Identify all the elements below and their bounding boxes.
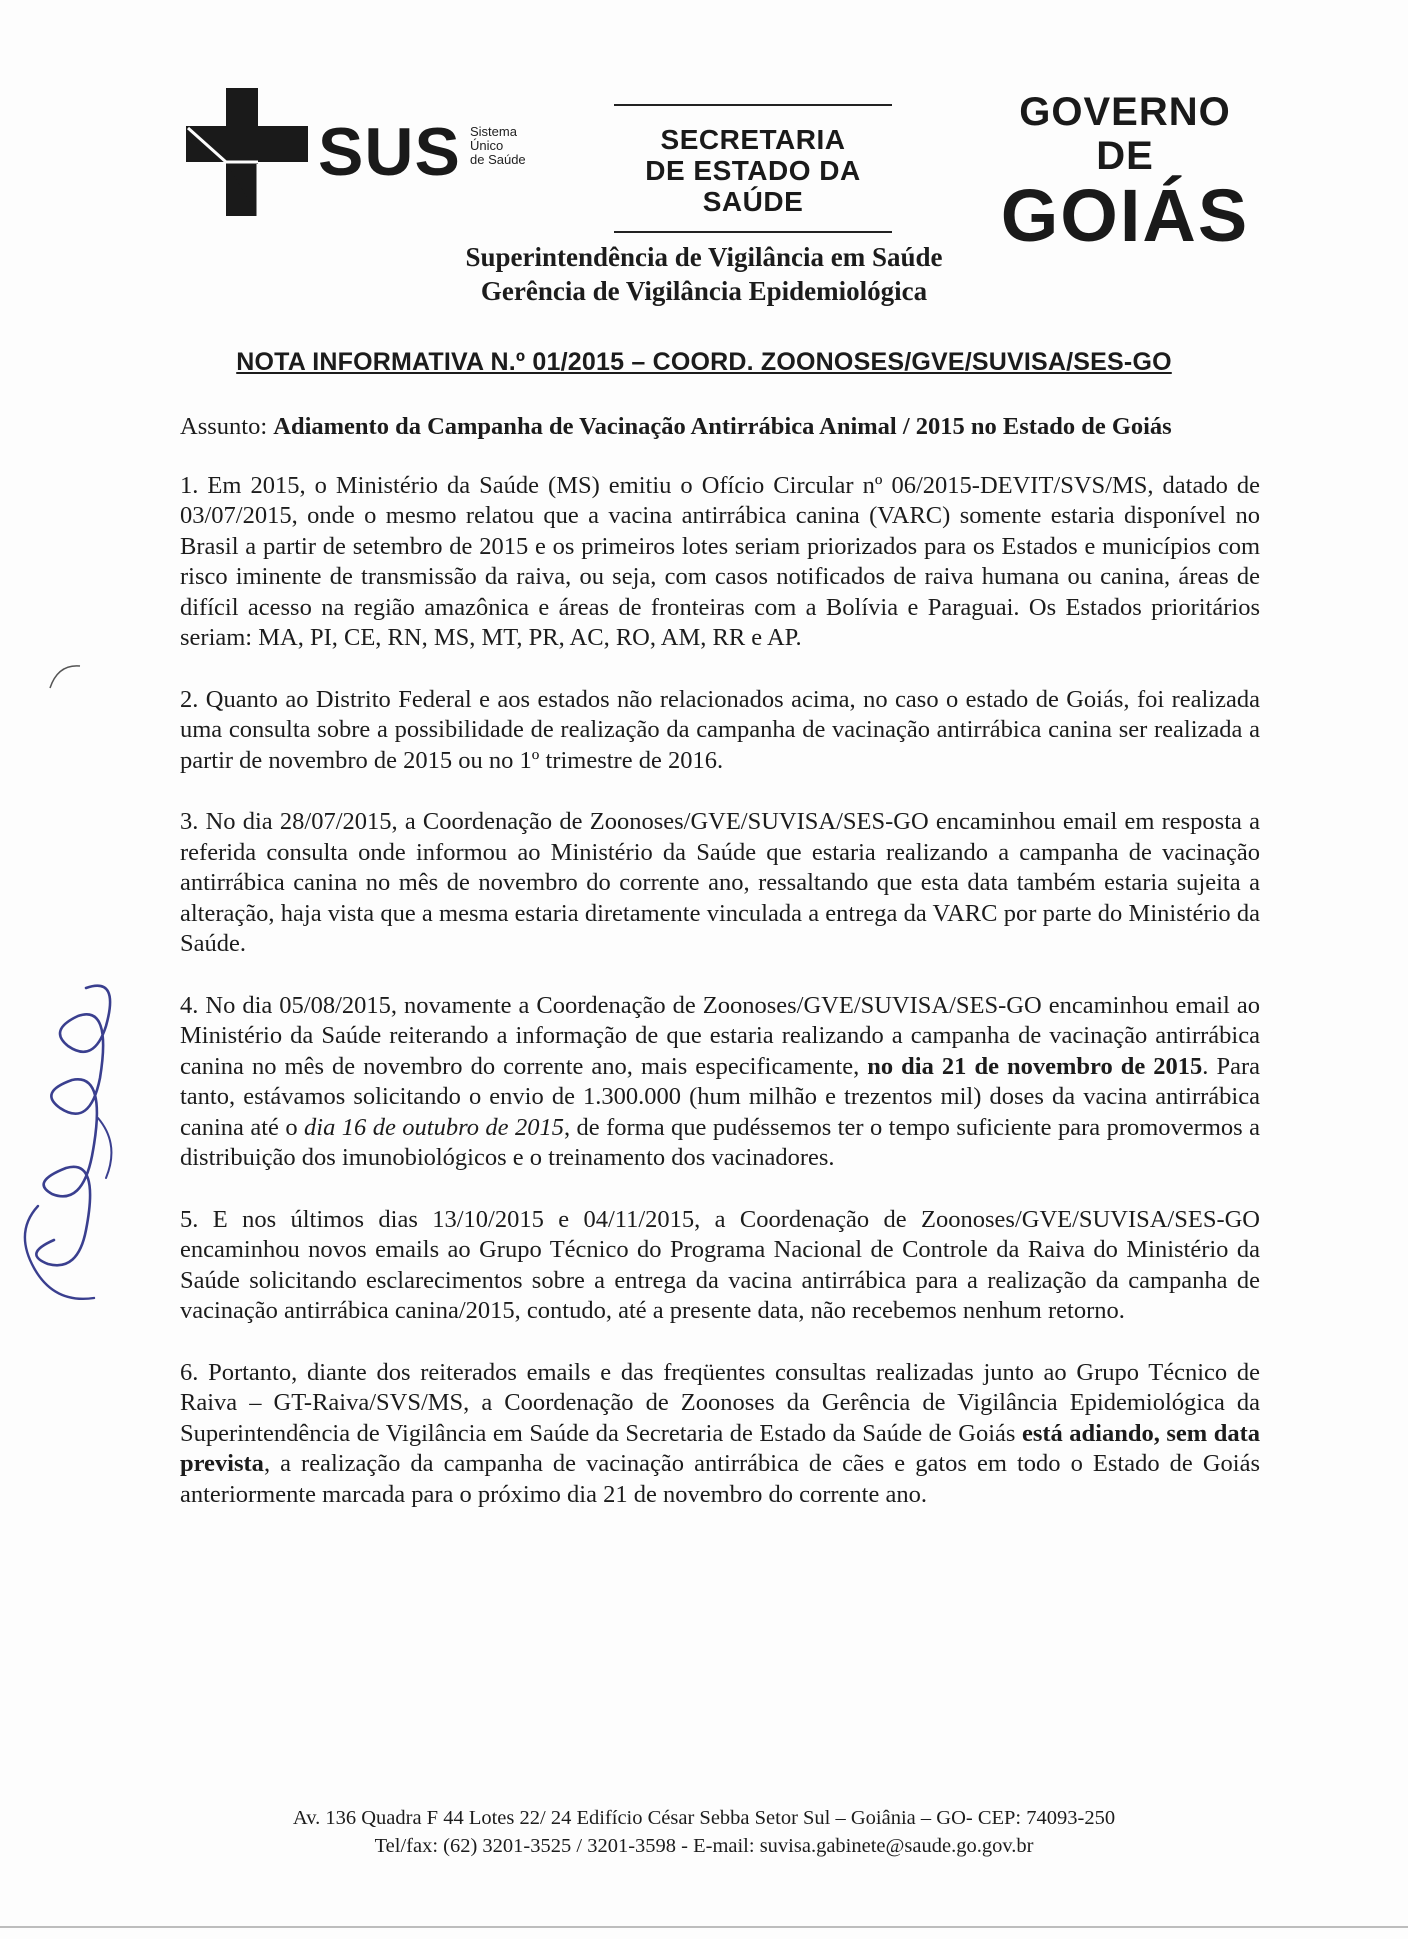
paragraph-4 bbox=[180, 991, 1260, 1174]
paragraph-4-italic: dia 16 de outubro de 2015 bbox=[304, 1113, 564, 1141]
paragraph-3: 3. No dia 28/07/2015, a Coordenação de Zoonoses/GVE/SUVISA/SES-GO encaminhou email em resposta a referida consulta onde informou ao Ministério da Saúde que estaria realizando a campanha de vacinação antirrábica canina no mês de novembro do corrente ano, ressaltando que esta data também estaria sujeita a alteração, haja vista que a mesma estaria diretamente vinculada a entrega da VARC por parte do Ministério da Saúde. bbox=[180, 808, 1260, 957]
paragraph-1: 1. Em 2015, o Ministério da Saúde (MS) emitiu o Ofício Circular nº 06/2015-DEVIT/SVS/MS, datado de 03/07/2015, onde o mesmo relatou que a vacina antirrábica canina (VARC) somente estaria disponível no Brasil a partir de setembro de 2015 e os primeiros lotes seriam priorizados para os Estados e municípios com risco iminente de transmissão da raiva, ou seja, com casos notificados de raiva humana ou canina, áreas de difícil acesso na região amazônica e áreas de fronteiras com a Bolívia e Paraguai. Os Estados prioritários seriam: MA, PI, CE, RN, MS, MT, PR, AC, RO, AM, RR e AP. bbox=[180, 471, 1260, 651]
assunto bbox=[180, 412, 1260, 443]
nota-title: NOTA INFORMATIVA N.º 01/2015 – COORD. ZOONOSES/GVE/SUVISA/SES-GO bbox=[236, 348, 1172, 376]
secretaria-line-1: SECRETARIA bbox=[660, 124, 846, 155]
governo-line-2: GOIÁS bbox=[1000, 174, 1250, 257]
assunto-label: Assunto: bbox=[180, 413, 274, 440]
punch-mark-icon bbox=[46, 660, 86, 690]
page-bottom-rule bbox=[0, 1926, 1408, 1928]
governo-goias-logo bbox=[990, 90, 1260, 257]
sus-subtitle-line: Único bbox=[470, 138, 504, 153]
paragraph-6-text: 6. Portanto, diante dos reiterados emails e das freqüentes consultas realizadas junto ao Grupo Técnico de Raiva – GT-Raiva/SVS/MS, a Coordenação de Zoonoses da Gerência de Vigilância Epidemiológica da Superintendência de Vigilância em Saúde da Secretaria de Estado da Saúde de Goiás bbox=[180, 1358, 1260, 1447]
assunto-text: Adiamento da Campanha de Vacinação Antirrábica Animal / 2015 no Estado de Goiás bbox=[273, 413, 1172, 440]
footer-address bbox=[0, 1804, 1408, 1860]
secretaria-bottom-rule bbox=[614, 231, 892, 233]
secretaria-logo bbox=[602, 104, 904, 233]
department-heading bbox=[0, 240, 1408, 308]
governo-line-1: GOVERNO DE bbox=[1019, 90, 1231, 178]
paragraph-2: 2. Quanto ao Distrito Federal e aos estados não relacionados acima, no caso o estado de Goiás, foi realizada uma consulta sobre a possibilidade de realização da campanha de vacinação antirrábica canina ser realizada a partir de novembro de 2015 ou no 1º trimestre de 2016. bbox=[180, 685, 1260, 774]
paragraph-6 bbox=[180, 1358, 1260, 1511]
sus-subtitle bbox=[470, 125, 526, 167]
sus-subtitle-line: Sistema bbox=[470, 124, 517, 139]
paragraph-4-text: , de forma que pudéssemos ter o tempo suficiente para promovermos a distribuição dos imunobiológicos e o treinamento dos vacinadores. bbox=[180, 1113, 1260, 1171]
handwritten-signature-icon bbox=[8, 968, 138, 1328]
footer-address-line: Av. 136 Quadra F 44 Lotes 22/ 24 Edifício César Sebba Setor Sul – Goiânia – GO- CEP: 74093-250 bbox=[292, 1807, 1116, 1829]
sus-wordmark: SUS bbox=[318, 114, 461, 190]
paragraph-4-text: . Para tanto, estávamos solicitando o envio de 1.300.000 (hum milhão e trezentos mil) doses da vacina antirrábica canina até o bbox=[180, 1052, 1260, 1141]
gerencia-line: Gerência de Vigilância Epidemiológica bbox=[480, 276, 928, 306]
paragraph-6-text: , a realização da campanha de vacinação antirrábica de cães e gatos em todo o Estado de Goiás anteriormente marcada para o próximo dia 21 de novembro do corrente ano. bbox=[180, 1450, 1260, 1508]
superintendencia-line: Superintendência de Vigilância em Saúde bbox=[465, 242, 943, 272]
paragraph-4-bold: no dia 21 de novembro de 2015 bbox=[867, 1052, 1203, 1080]
document-body bbox=[180, 412, 1260, 1541]
secretaria-line-2: DE ESTADO DA SAÚDE bbox=[645, 155, 861, 217]
sus-subtitle-line: de Saúde bbox=[470, 152, 526, 167]
paragraph-5: 5. E nos últimos dias 13/10/2015 e 04/11/2015, a Coordenação de Zoonoses/GVE/SUVISA/SES-GO encaminhou novos emails ao Grupo Técnico do Programa Nacional de Controle da Raiva do Ministério da Saúde solicitando esclarecimentos sobre a entrega da vacina antirrábica para a realização da campanha de vacinação antirrábica canina/2015, contudo, até a presente data, não recebemos nenhum retorno. bbox=[180, 1205, 1260, 1324]
footer-contact-line: Tel/fax: (62) 3201-3525 / 3201-3598 - E-mail: suvisa.gabinete@saude.go.gov.br bbox=[374, 1835, 1034, 1857]
sus-cross-logo-icon bbox=[186, 88, 308, 216]
paragraph-4-text: 4. No dia 05/08/2015, novamente a Coordenação de Zoonoses/GVE/SUVISA/SES-GO encaminhou email ao Ministério da Saúde reiterando a informação de que estaria realizando a campanha de vacinação antirrábica canina no mês de novembro do corrente ano, mais especificamente, bbox=[180, 991, 1260, 1080]
paragraph-6-bold: está adiando, sem data prevista bbox=[180, 1419, 1260, 1477]
